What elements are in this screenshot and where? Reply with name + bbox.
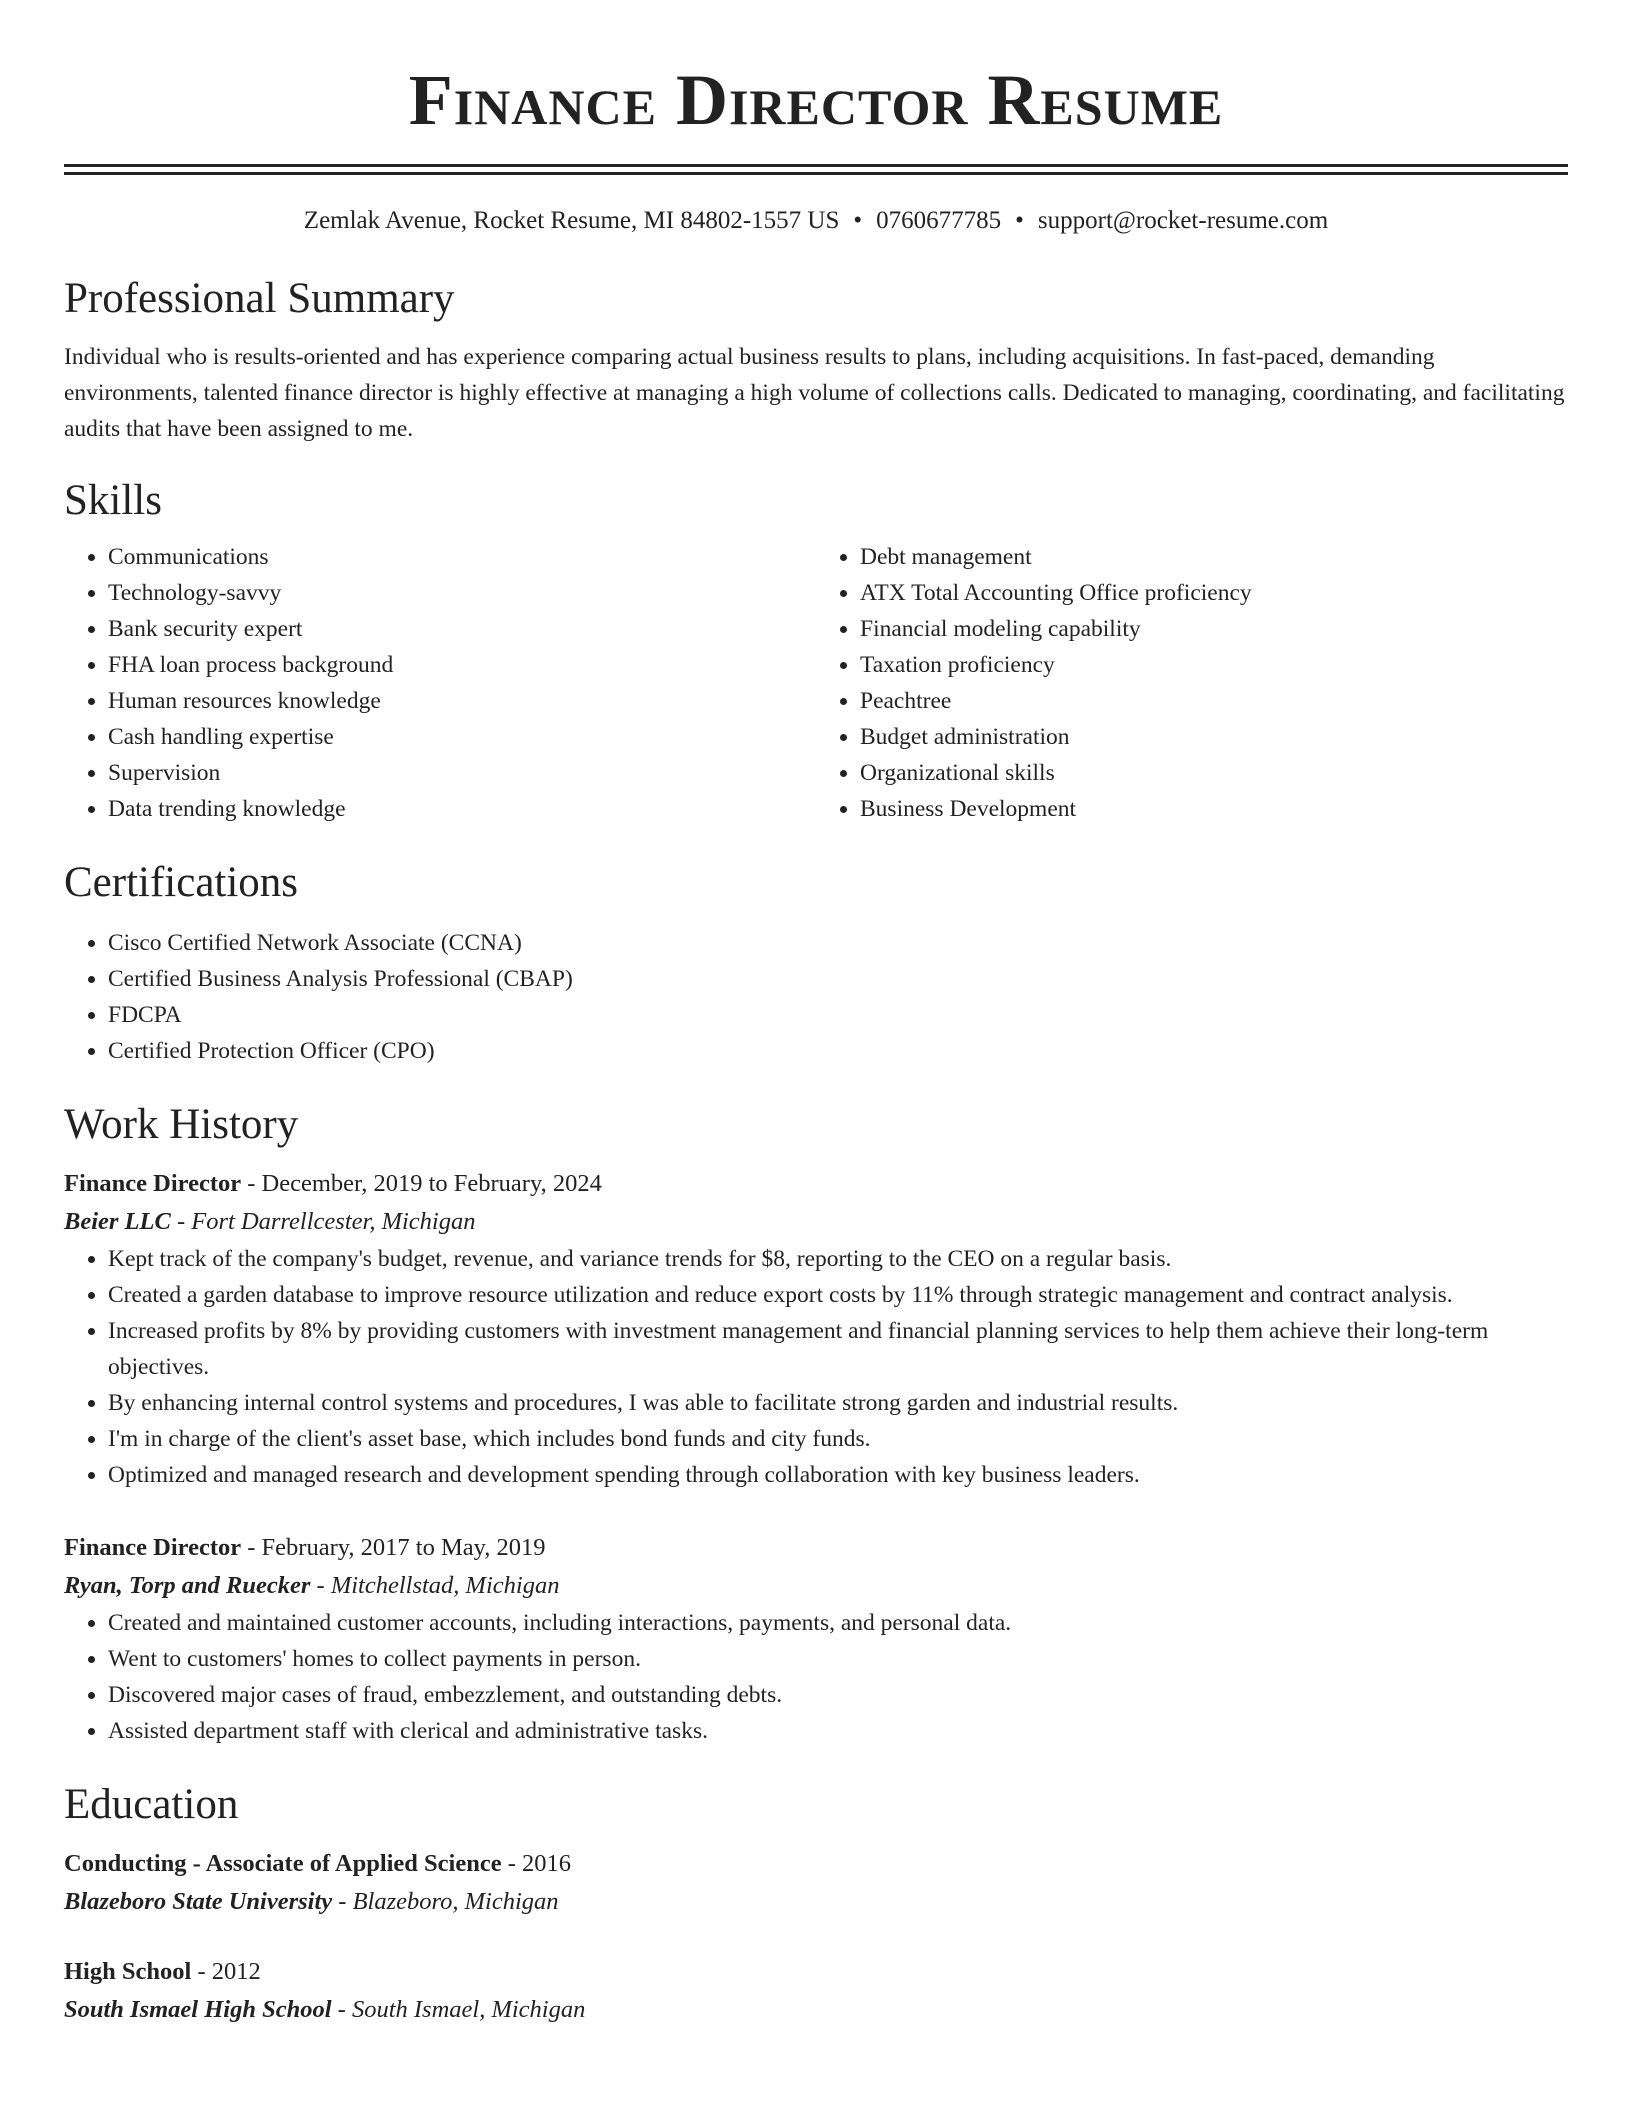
job-dash: -	[241, 1534, 262, 1561]
certification-item: • Certified Protection Officer (CPO)	[108, 1033, 1568, 1069]
job-bullet: • Kept track of the company's budget, revenue, and variance trends for $8, reporting to the CEO on a regular basis.	[108, 1241, 1568, 1277]
contact-email: support@rocket-resume.com	[1037, 207, 1329, 234]
job-bullet: • Increased profits by 8% by providing customers with investment management and financial planning services to help them achieve their long-term objectives.	[108, 1313, 1568, 1385]
education-school-line	[64, 1883, 1568, 1921]
skill-item: • Technology-savvy	[108, 575, 816, 611]
skills-heading: Skills	[64, 477, 162, 524]
job-bullets	[64, 1241, 1568, 1493]
title-divider	[64, 164, 1568, 175]
skill-item: • FHA loan process background	[108, 647, 816, 683]
job-bullet: • Discovered major cases of fraud, embezzlement, and outstanding debts.	[108, 1677, 1568, 1713]
contact-address: Zemlak Avenue, Rocket Resume, MI 84802-1557 US	[303, 207, 840, 234]
skill-item: • Business Development	[860, 791, 1568, 827]
contact-separator: •	[1015, 207, 1024, 234]
skills-column-left	[64, 539, 816, 827]
certifications-section	[64, 855, 1568, 1069]
job-bullets	[64, 1605, 1568, 1749]
skills-column-right	[816, 539, 1568, 827]
skill-item: • ATX Total Accounting Office proficiency	[860, 575, 1568, 611]
job-bullet: • Assisted department staff with clerical and administrative tasks.	[108, 1713, 1568, 1749]
job-company: Ryan, Torp and Ruecker	[64, 1572, 311, 1599]
contact-line	[64, 203, 1568, 239]
job-dash: -	[241, 1170, 262, 1197]
job-bullet: • I'm in charge of the client's asset base, which includes bond funds and city funds.	[108, 1421, 1568, 1457]
job-dash: -	[310, 1572, 331, 1599]
job-header	[64, 1529, 1568, 1567]
contact-separator: •	[853, 207, 863, 234]
skill-item: • Taxation proficiency	[860, 647, 1568, 683]
job-company-line	[64, 1567, 1568, 1605]
job-bullet: • Created a garden database to improve resource utilization and reduce export costs by 11% through strategic management and contract analysis.	[108, 1277, 1568, 1313]
education-entry	[64, 1953, 1568, 2029]
education-school: South Ismael High School	[64, 1996, 332, 2023]
skills-list-right	[816, 539, 1568, 827]
job-bullet: • Optimized and managed research and development spending through collaboration with key business leaders.	[108, 1457, 1568, 1493]
education-entry	[64, 1845, 1568, 1921]
skill-item: • Human resources knowledge	[108, 683, 816, 719]
skills-list-left	[64, 539, 816, 827]
education-year: 2012	[211, 1958, 261, 1985]
education-dash: -	[191, 1958, 212, 1985]
work-history-section	[64, 1097, 1568, 1749]
skill-item: • Supervision	[108, 755, 816, 791]
education-location: South Ismael, Michigan	[351, 1996, 586, 2023]
job-entry	[64, 1529, 1568, 1749]
skills-section	[64, 473, 1568, 827]
skill-item: • Financial modeling capability	[860, 611, 1568, 647]
education-section	[64, 1777, 1568, 2029]
job-bullet: • Created and maintained customer accounts, including interactions, payments, and personal data.	[108, 1605, 1568, 1641]
job-company-line	[64, 1203, 1568, 1241]
summary-section	[64, 271, 1568, 447]
education-degree: High School	[64, 1958, 192, 1985]
certifications-heading: Certifications	[64, 859, 299, 906]
summary-heading: Professional Summary	[64, 275, 455, 322]
skill-item: • Bank security expert	[108, 611, 816, 647]
job-bullet: • Went to customers' homes to collect payments in person.	[108, 1641, 1568, 1677]
education-dash: -	[332, 1888, 353, 1915]
job-entry	[64, 1165, 1568, 1493]
skill-item: • Cash handling expertise	[108, 719, 816, 755]
certification-item: • Certified Business Analysis Professional (CBAP)	[108, 961, 1568, 997]
job-title: Finance Director	[64, 1170, 242, 1197]
page-title: Finance Director Resume	[408, 60, 1224, 140]
education-dash: -	[501, 1850, 523, 1877]
job-dates: December, 2019 to February, 2024	[261, 1170, 602, 1197]
education-header	[64, 1845, 1568, 1883]
education-school-line	[64, 1991, 1568, 2029]
certifications-list	[64, 925, 1568, 1069]
skills-grid	[64, 539, 1568, 827]
education-school: Blazeboro State University	[64, 1888, 333, 1915]
skill-item: • Data trending knowledge	[108, 791, 816, 827]
education-year: 2016	[522, 1850, 572, 1877]
job-dates: February, 2017 to May, 2019	[261, 1534, 546, 1561]
certification-item: • Cisco Certified Network Associate (CCNA)	[108, 925, 1568, 961]
education-heading: Education	[64, 1781, 239, 1828]
skill-item: • Communications	[108, 539, 816, 575]
job-header	[64, 1165, 1568, 1203]
education-header	[64, 1953, 1568, 1991]
contact-phone: 0760677785	[876, 207, 1002, 234]
job-title: Finance Director	[64, 1534, 242, 1561]
education-location: Blazeboro, Michigan	[352, 1888, 559, 1915]
summary-text: Individual who is results-oriented and has experience comparing actual business results to plans, including acquisitions. In fast-paced, demanding environments, talented finance director is highly effective at managing a high volume of collections calls. Dedicated to managing, coordinating, and facilitating audits that have been assigned to me.	[64, 344, 1565, 442]
education-degree: Conducting - Associate of Applied Science	[64, 1850, 502, 1877]
skill-item: • Organizational skills	[860, 755, 1568, 791]
job-dash: -	[170, 1208, 192, 1235]
work-history-heading: Work History	[64, 1101, 299, 1148]
education-dash: -	[331, 1996, 352, 2023]
skill-item: • Budget administration	[860, 719, 1568, 755]
job-location: Fort Darrellcester, Michigan	[191, 1208, 476, 1235]
job-location: Mitchellstad, Michigan	[330, 1572, 560, 1599]
skill-item: • Debt management	[860, 539, 1568, 575]
skill-item: • Peachtree	[860, 683, 1568, 719]
job-bullet: • By enhancing internal control systems and procedures, I was able to facilitate strong garden and industrial results.	[108, 1385, 1568, 1421]
job-company: Beier LLC	[64, 1208, 171, 1235]
certification-item: • FDCPA	[108, 997, 1568, 1033]
